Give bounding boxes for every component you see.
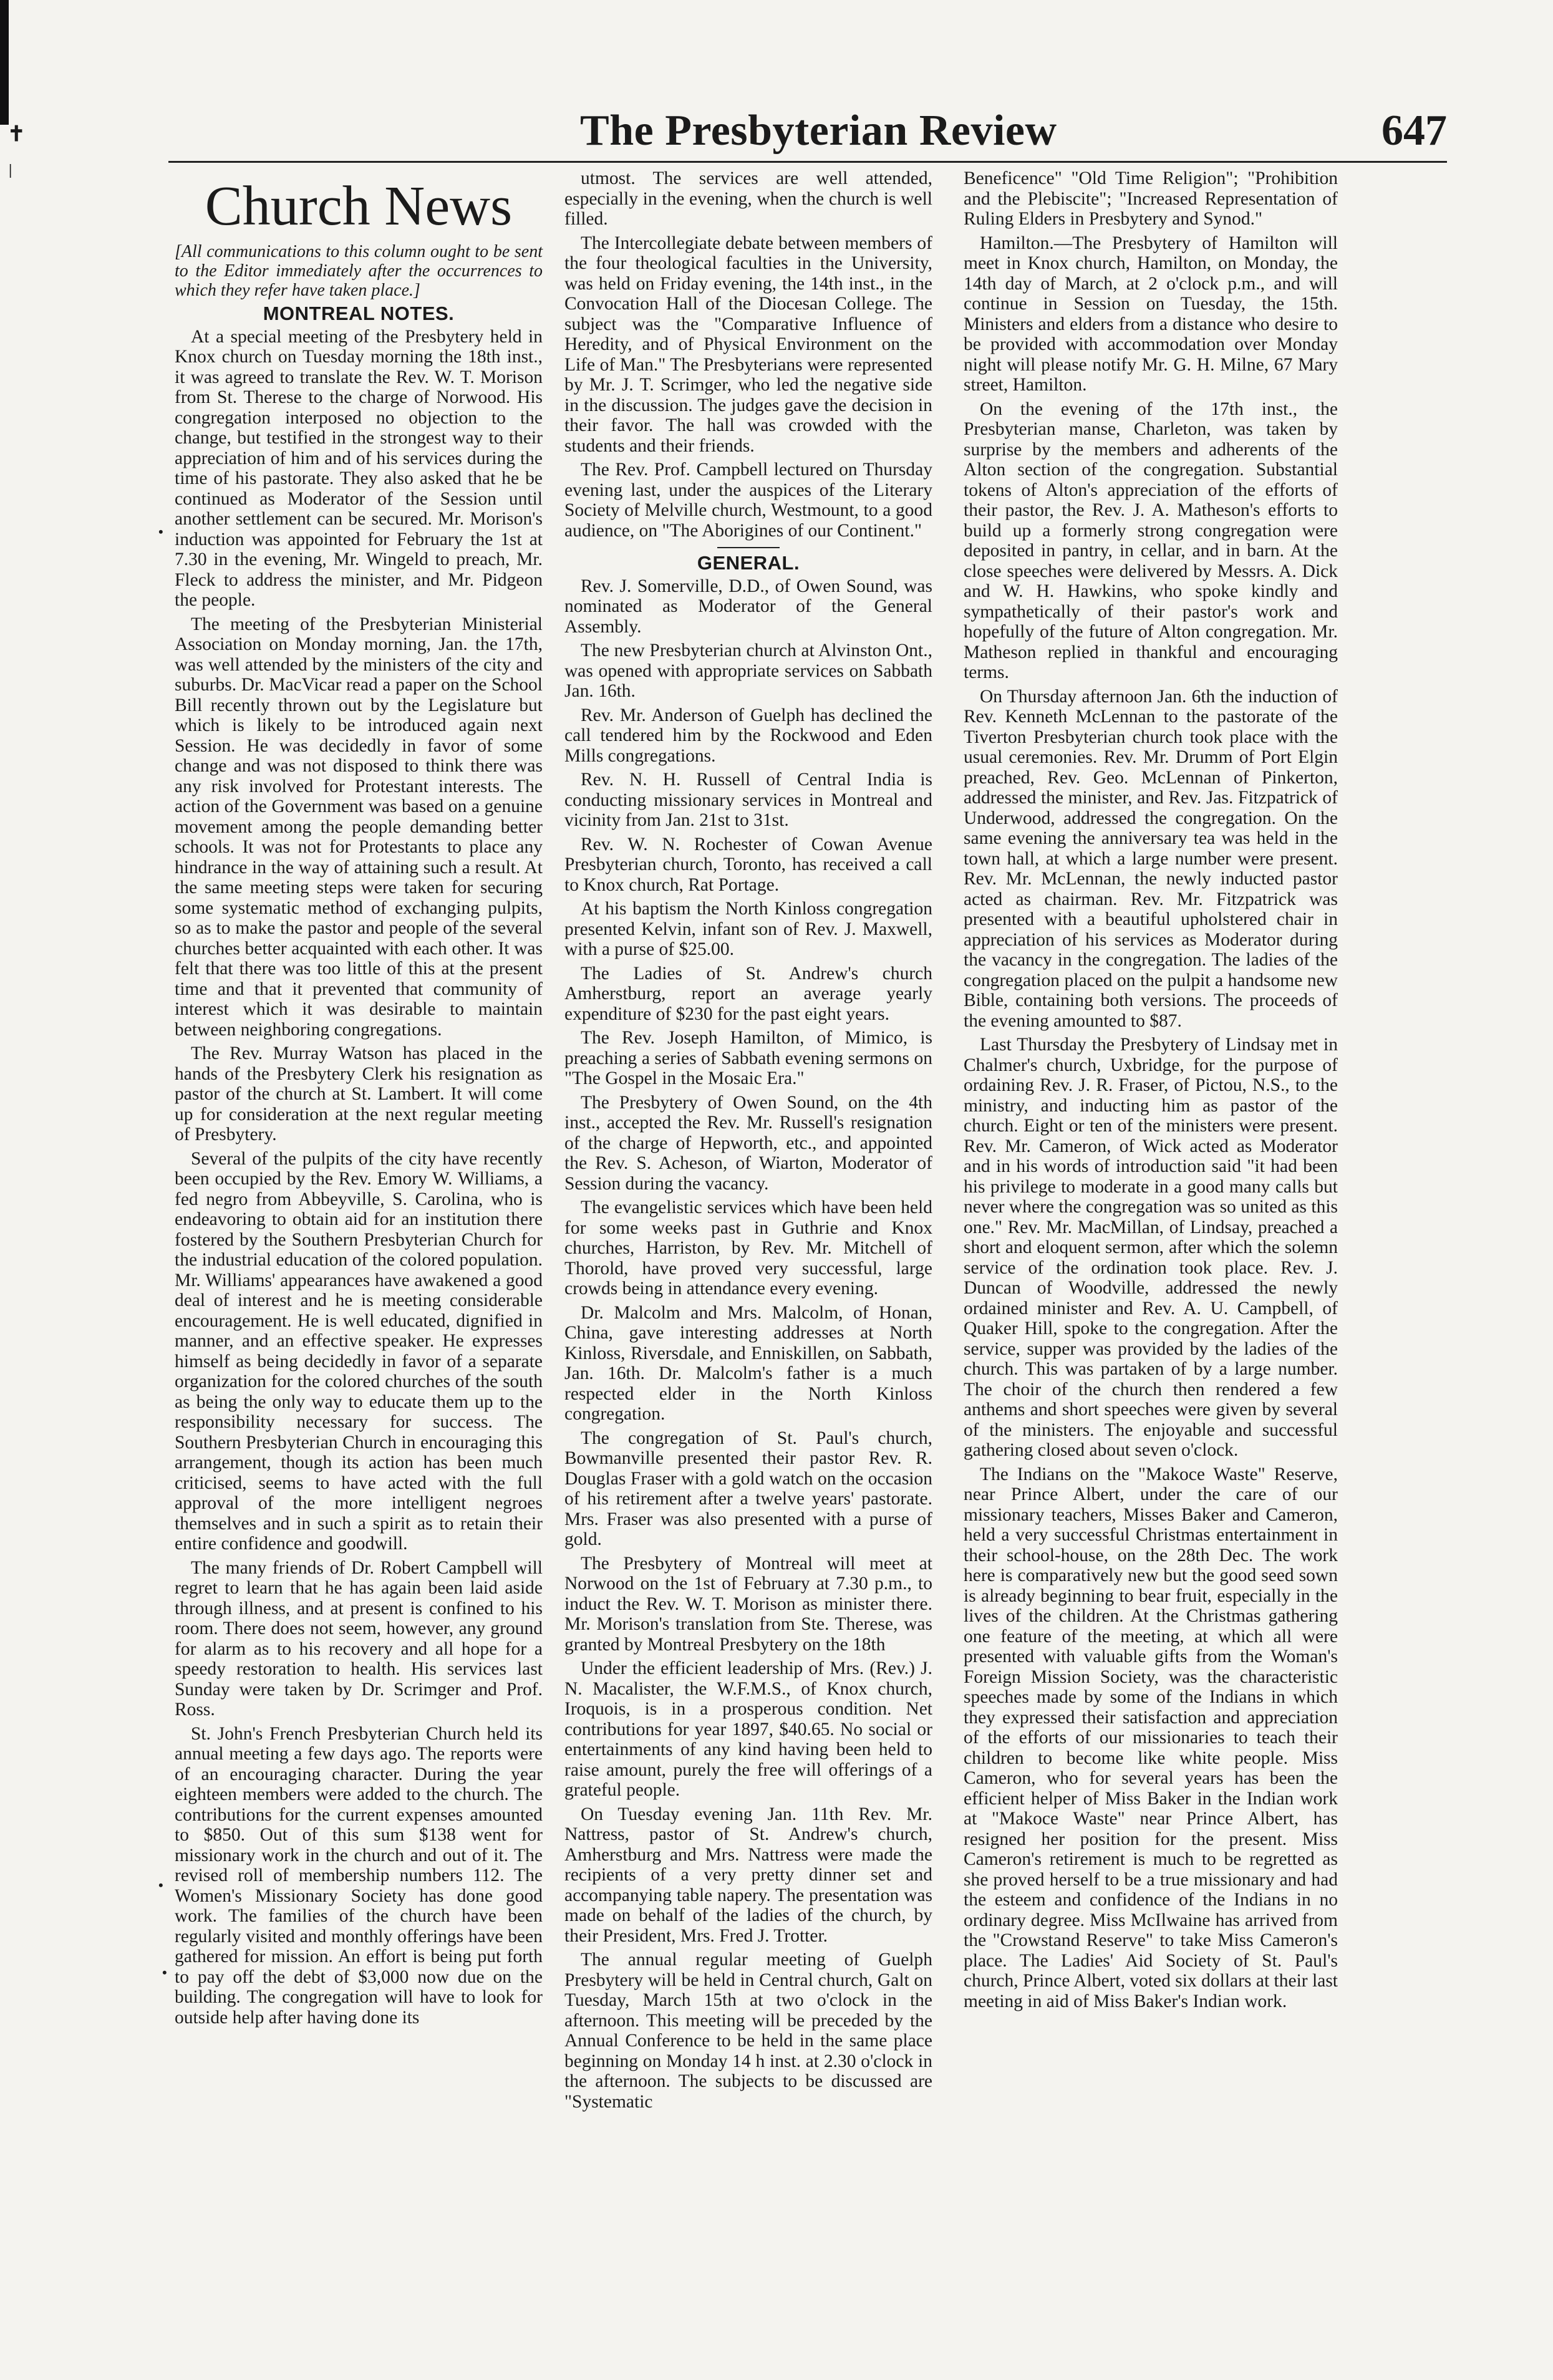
news-paragraph: The Presbytery of Owen Sound, on the 4th inst., accepted the Rev. Mr. Russell's resignation of the charge of Hepworth, etc., and appointed the Rev. S. Acheson, of Wiarton, Moderator of Session during the vacancy. <box>564 1092 932 1194</box>
news-paragraph: Rev. J. Somerville, D.D., of Owen Sound, was nominated as Moderator of the General Assembly. <box>564 576 932 637</box>
news-paragraph: The Rev. Murray Watson has placed in the hands of the Presbytery Clerk his resignation as pastor of the church at St. Lambert. It will come up for consideration at the next regular meeting of Presbytery. <box>175 1043 543 1144</box>
news-paragraph: Dr. Malcolm and Mrs. Malcolm, of Honan, China, gave interesting addresses at North Kinloss, Riversdale, and Enniskillen, on Sabbath, Jan. 16th. Dr. Malcolm's father is a much respected elder in the North Kinloss congregation. <box>564 1302 932 1424</box>
column-2 <box>564 168 932 2116</box>
news-paragraph: The Presbytery of Montreal will meet at Norwood on the 1st of February at 7.30 p.m., to induct the Rev. W. T. Morison as minister there. Mr. Morison's translation from Ste. Therese, was granted by Montreal Presbytery on the 18th <box>564 1553 932 1655</box>
column-3-body <box>964 168 1338 2011</box>
column-2-body <box>564 168 932 2112</box>
section-title: Church News <box>205 175 513 237</box>
news-paragraph: Beneficence" "Old Time Religion"; "Prohibition and the Plebiscite"; "Increased Representation of Ruling Elders in Presbytery and Synod." <box>964 168 1338 229</box>
column-1-body <box>175 304 543 2028</box>
news-paragraph: Rev. N. H. Russell of Central India is conducting missionary services in Montreal and vicinity from Jan. 21st to 31st. <box>564 770 932 830</box>
news-paragraph: On the evening of the 17th inst., the Presbyterian manse, Charleton, was taken by surprise by the members and adherents of the Alton section of the congregation. Substantial tokens of Alton's appreciation of the efforts of their pastor, the Rev. J. A. Matheson's efforts to build up a formerly strong congregation were deposited in pantry, in cellar, and in barn. At the close speeches were delivered by Messrs. A. Dick and W. H. Hawkins, who spoke kindly and sympathetically of their pastor's work and hopefully of the future of Alton congregation. Mr. Matheson replied in thankful and encouraging terms. <box>964 399 1338 682</box>
news-paragraph: Last Thursday the Presbytery of Lindsay met in Chalmer's church, Uxbridge, for the purpose of ordaining Rev. J. R. Fraser, of Pictou, N.S., to the ministry, and inducting him as pastor of the church. Eight or ten of the ministers were present. Rev. Mr. Cameron, of Wick acted as Moderator and in his words of introduction said "it had been his privilege to moderate in a good many calls but never where the congregation was so united as this one." Rev. Mr. MacMillan, of Lindsay, preached a short and eloquent sermon, after which the solemn service of the ordination took place. Rev. J. Duncan of Woodville, addressed the newly ordained minister and Rev. A. U. Campbell, of Quaker Hill, spoke to the congregation. After the service, supper was provided by the ladies of the church. This was partaken of by a large number. The choir of the church then rendered a few anthems and short speeches were given by several of the ministers. The enjoyable and successful gathering closed about seven o'clock. <box>964 1035 1338 1460</box>
news-paragraph: The Indians on the "Makoce Waste" Reserve, near Prince Albert, under the care of our missionary teachers, Misses Baker and Cameron, held a very successful Christmas entertainment in their school-house, on the 28th Dec. The work here is comparatively new but the good seed sown is already beginning to bear fruit, especially in the lives of the children. At the Christmas gathering one feature of the meeting, at which all were presented with valuable gifts from the Woman's Foreign Mission Society, was the characteristic speeches made by some of the Indians in which they expressed their satisfaction and appreciation of the efforts of our missionaries to teach their children to become like white people. Miss Cameron, who for several years has been the efficient helper of Miss Baker in the Indian work at "Makoce Waste" near Prince Albert, has resigned her position for the present. Miss Cameron's retirement is much to be regretted as she proved herself to be a true missionary and had the esteem and confidence of the Indians in no ordinary degree. Miss McIlwaine has arrived from the "Crowstand Reserve" to take Miss Cameron's place. The Ladies' Aid Society of St. Paul's church, Prince Albert, voted six dollars at their last meeting in aid of Miss Baker's Indian work. <box>964 1464 1338 2011</box>
editorial-note: [All communications to this column ought to be sent to the Editor immediately after the occurrences to which they refer have taken place.] <box>175 242 543 300</box>
news-paragraph: The new Presbyterian church at Alvinston Ont., was opened with appropriate services on Sabbath Jan. 16th. <box>564 641 932 701</box>
news-paragraph: Rev. Mr. Anderson of Guelph has declined the call tendered him by the Rockwood and Eden Mills congregations. <box>564 705 932 766</box>
margin-mark: • <box>158 524 163 539</box>
column-3 <box>964 168 1338 2015</box>
news-paragraph: The Ladies of St. Andrew's church Amherstburg, report an average yearly expenditure of $230 for the past eight years. <box>564 963 932 1024</box>
margin-mark: • <box>162 1965 167 1980</box>
column-1 <box>175 168 543 2031</box>
section-heading: MONTREAL NOTES. <box>263 302 455 324</box>
news-paragraph: At a special meeting of the Presbytery held in Knox church on Tuesday morning the 18th inst., it was agreed to translate the Rev. W. T. Morison from St. Therese to the charge of Norwood. His congregation interposed no objection to the change, but testified in the strongest way to their appreciation of him and of his services during the time of his pastorate. They also asked that he be continued as Moderator of the Session until another settlement can be secured. Mr. Morison's induction was appointed for February the 1st at 7.30 in the evening, Mr. Wingeld to preach, Mr. Fleck to address the minister, and Mr. Pidgeon the people. <box>175 326 543 610</box>
news-paragraph: On Thursday afternoon Jan. 6th the induction of Rev. Kenneth McLennan to the pastorate of the Tiverton Presbyterian church took place with the usual ceremonies. Rev. Mr. Drumm of Port Elgin preached, Rev. Geo. McLennan of Pinkerton, addressed the minister, and Rev. Jas. Fitzpatrick of Underwood, addressed the congregation. On the same evening the anniversary tea was held in the town hall, at which a large number were present. Rev. Mr. McLennan, the newly inducted pastor acted as chairman. Rev. Mr. Fitzpatrick was presented with a beautiful upholstered chair in appreciation of his services as Moderator during the vacancy in the congregation. The ladies of the congregation placed on the pulpit a handsome new Bible, containing both versions. The proceeds of the evening amounted to $87. <box>964 686 1338 1031</box>
header-rule <box>168 161 1447 163</box>
news-paragraph: St. John's French Presbyterian Church held its annual meeting a few days ago. The reports were of an encouraging character. During the year eighteen members were added to the church. The contributions for the current expenses amounted to $850. Out of this sum $138 went for missionary work in the church and out of it. The revised roll of membership numbers 112. The Women's Missionary Society has done good work. The families of the church have been regularly visited and monthly offerings have been gathered for mission. An effort is being put forth to pay off the debt of $3,000 now due on the building. The congregation will have to look for outside help after having done its <box>175 1723 543 2028</box>
journal-title: The Presbyterian Review <box>580 107 1057 155</box>
news-paragraph: The annual regular meeting of Guelph Presbytery will be held in Central church, Galt on Tuesday, March 15th at two o'clock in the afternoon. This meeting will be preceded by the Annual Conference to be held in the same place beginning on Monday 14 h inst. at 2.30 o'clock in the afternoon. The subjects to be discussed are "Systematic <box>564 1950 932 2112</box>
margin-mark: | <box>9 162 12 178</box>
news-paragraph: The many friends of Dr. Robert Campbell will regret to learn that he has again been laid aside through illness, and at present is confined to his room. There does not seem, however, any ground for alarm as to his recovery and all hope for a speedy restoration to health. His services last Sunday were taken by Dr. Scrimger and Prof. Ross. <box>175 1557 543 1720</box>
page-number: 647 <box>1381 107 1447 155</box>
news-paragraph: On Tuesday evening Jan. 11th Rev. Mr. Nattress, pastor of St. Andrew's church, Amherstburg and Mrs. Nattress were made the recipients of a very pretty dinner set and accompanying table napery. The presentation was made on behalf of the ladies of the church, by their President, Mrs. Fred J. Trotter. <box>564 1804 932 1946</box>
margin-mark: ✝ <box>7 123 26 146</box>
news-paragraph: The meeting of the Presbyterian Ministerial Association on Monday morning, Jan. the 17th, was well attended by the ministers of the city and suburbs. Dr. MacVicar read a paper on the School Bill recently thrown out by the Legislature but which is likely to be introduced again next Session. He was decidedly in favor of some change and was not disposed to think there was any risk involved for Protestant interests. The action of the Government was based on a genuine movement among the people demanding better schools. It was not for Protestants to place any hindrance in the way of attaining such a result. At the same meeting steps were taken for securing some systematic method of exchanging pulpits, so as to make the pastor and people of the several churches better acquainted with each other. It was felt that there was too little of this at the present time and that it prevented that community of interest which it was desirable to maintain between neighboring congregations. <box>175 614 543 1040</box>
heading-rule <box>717 547 780 548</box>
margin-mark: • <box>158 1877 163 1893</box>
news-paragraph: The Rev. Prof. Campbell lectured on Thursday evening last, under the auspices of the Literary Society of Melville church, Westmount, to a good audience, on "The Aborigines of our Continent." <box>564 460 932 541</box>
news-paragraph: Hamilton.—The Presbytery of Hamilton will meet in Knox church, Hamilton, on Monday, the 14th day of March, at 2 o'clock p.m., and will continue in Session on Tuesday, the 15th. Ministers and elders from a distance who desire to be provided with accommodation over Monday night will please notify Mr. G. H. Milne, 67 Mary street, Hamilton. <box>964 233 1338 395</box>
section-heading: GENERAL. <box>697 552 800 574</box>
news-paragraph: The Intercollegiate debate between members of the four theological faculties in the University, was held on Friday evening, the 14th inst., in the Convocation Hall of the Diocesan College. The subject was the "Comparative Influence of Heredity, and of Physical Environment on the Life of Man." The Presbyterians were represented by Mr. J. T. Scrimger, who led the negative side in the discussion. The judges gave the decision in their favor. The hall was crowded with the students and their friends. <box>564 233 932 456</box>
news-paragraph: Under the efficient leadership of Mrs. (Rev.) J. N. Macalister, the W.F.M.S., of Knox church, Iroquois, is in a prosperous condition. Net contributions for year 1897, $40.65. No social or entertainments of any kind having been held to raise amount, purely the free will offerings of a grateful people. <box>564 1658 932 1800</box>
news-paragraph: utmost. The services are well attended, especially in the evening, when the church is well filled. <box>564 168 932 229</box>
news-paragraph: The congregation of St. Paul's church, Bowmanville presented their pastor Rev. R. Douglas Fraser with a gold watch on the occasion of his retirement after a twelve years' pastorate. Mrs. Fraser was also presented with a purse of gold. <box>564 1428 932 1549</box>
news-paragraph: Rev. W. N. Rochester of Cowan Avenue Presbyterian church, Toronto, has received a call to Knox church, Rat Portage. <box>564 834 932 895</box>
page-header <box>561 106 1447 156</box>
binding-edge-mark <box>0 0 9 125</box>
news-paragraph: Several of the pulpits of the city have recently been occupied by the Rev. Emory W. Williams, a fed negro from Abbeyville, S. Carolina, who is endeavoring to obtain aid for an institution there fostered by the Southern Presbyterian Church for the industrial education of the colored population. Mr. Williams' appearances have awakened a good deal of interest and he is meeting considerable encouragement. He is well educated, dignified in manner, and an effective speaker. He expresses himself as being decidedly in favor of a separate organization for the colored churches of the south as being the only way to educate them up to the responsibility necessary for success. The Southern Presbyterian Church in encouraging this arrangement, though its action has been much criticised, seems to have acted with the full approval of the more intelligent negroes themselves and in such a spirit as to retain their entire confidence and goodwill. <box>175 1148 543 1554</box>
news-paragraph: The evangelistic services which have been held for some weeks past in Guthrie and Knox churches, Harriston, by Rev. Mr. Mitchell of Thorold, have proved very successful, large crowds being in attendance every evening. <box>564 1197 932 1299</box>
news-paragraph: The Rev. Joseph Hamilton, of Mimico, is preaching a series of Sabbath evening sermons on "The Gospel in the Mosaic Era." <box>564 1028 932 1088</box>
news-paragraph: At his baptism the North Kinloss congregation presented Kelvin, infant son of Rev. J. Maxwell, with a purse of $25.00. <box>564 899 932 959</box>
